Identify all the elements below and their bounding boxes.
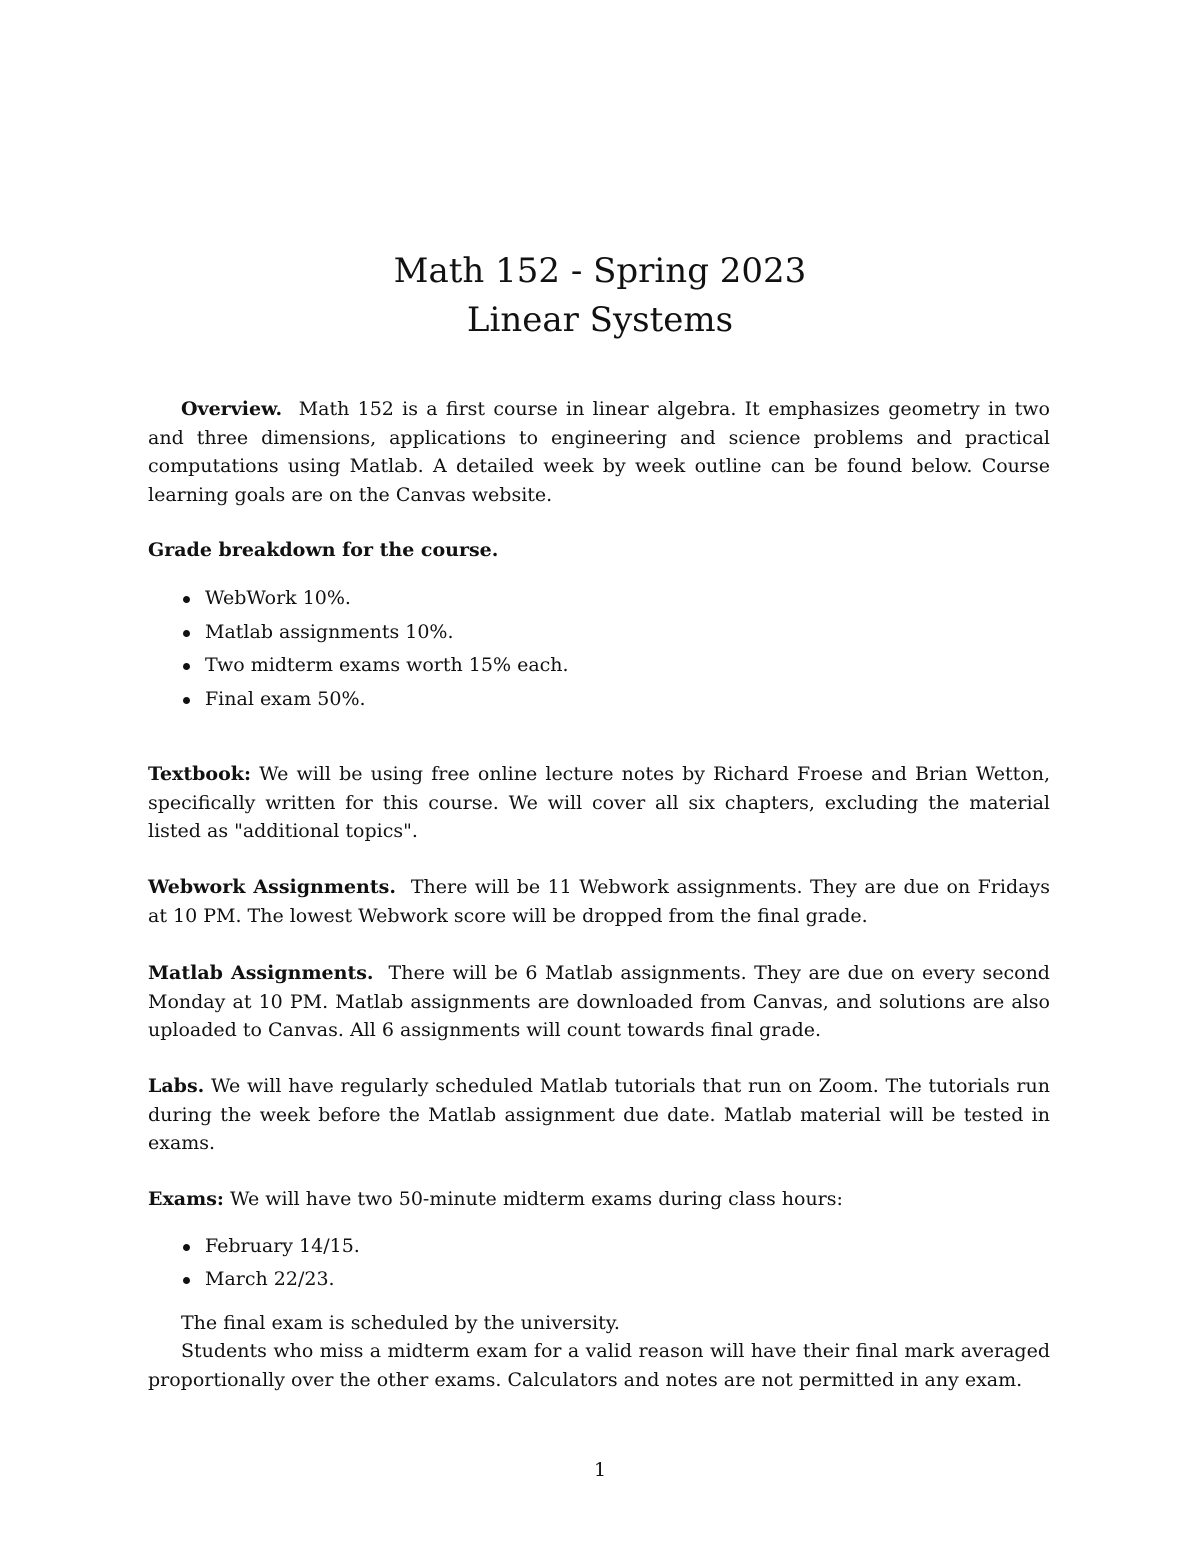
- grade-breakdown-section: [148, 536, 1050, 716]
- overview-paragraph: [148, 395, 1050, 509]
- matlab-label: Matlab Assignments.: [148, 962, 374, 984]
- labs-paragraph: [148, 1072, 1050, 1158]
- textbook-label: Textbook:: [148, 763, 251, 785]
- overview-text: Math 152 is a first course in linear algebra. It emphasizes geometry in two and three dimensions, applications to engineering and science problems and practical computations using Matlab. A detailed week by week outline can be found below. Course learning goals are on the Canvas website.: [148, 398, 1050, 506]
- matlab-section: [148, 959, 1050, 1045]
- webwork-text: There will be 11 Webwork assignments. They are due on Fridays at 10 PM. The lowest Webwork score will be dropped from the final grade.: [148, 876, 1050, 927]
- webwork-paragraph: [148, 873, 1050, 930]
- webwork-label: Webwork Assignments.: [148, 876, 396, 898]
- matlab-text: There will be 6 Matlab assignments. They are due on every second Monday at 10 PM. Matlab assignments are downloaded from Canvas, and solutions are also uploaded to Canvas. All 6 assignments will count towards final grade.: [148, 962, 1050, 1041]
- bullet-icon: [183, 596, 190, 603]
- textbook-section: [148, 760, 1050, 846]
- title-subject: Linear Systems: [466, 300, 734, 340]
- webwork-section: [148, 873, 1050, 930]
- document-title: [0, 247, 1200, 345]
- list-item: Final exam 50%.: [148, 683, 1050, 717]
- exams-section: [148, 1185, 1050, 1394]
- bullet-icon: [183, 663, 190, 670]
- grade-breakdown-heading: Grade breakdown for the course.: [148, 539, 499, 561]
- page-number: 1: [593, 1459, 607, 1481]
- labs-text: We will have regularly scheduled Matlab tutorials that run on Zoom. The tutorials run during the week before the Matlab assignment due date. Matlab material will be tested in exams.: [148, 1075, 1050, 1154]
- list-item: February 14/15.: [148, 1230, 1050, 1264]
- final-exam-note: The final exam is scheduled by the university.: [181, 1311, 620, 1334]
- textbook-text: We will be using free online lecture notes by Richard Froese and Brian Wetton, specifically written for this course. We will cover all six chapters, excluding the material listed as "additional topics".: [148, 763, 1051, 842]
- title-course: Math 152 - Spring 2023: [393, 251, 807, 291]
- list-item: WebWork 10%.: [148, 582, 1050, 616]
- exams-label: Exams:: [148, 1188, 224, 1210]
- overview-label: Overview.: [181, 398, 283, 420]
- bullet-icon: [183, 697, 190, 704]
- list-item: Two midterm exams worth 15% each.: [148, 649, 1050, 683]
- list-item: March 22/23.: [148, 1263, 1050, 1297]
- bullet-icon: [183, 1277, 190, 1284]
- textbook-paragraph: [148, 760, 1050, 846]
- overview-section: [148, 395, 1050, 509]
- matlab-paragraph: [148, 959, 1050, 1045]
- grade-breakdown-list: [148, 582, 1050, 716]
- labs-label: Labs.: [148, 1075, 205, 1097]
- bullet-icon: [183, 630, 190, 637]
- labs-section: [148, 1072, 1050, 1158]
- exam-dates-list: [148, 1230, 1050, 1297]
- bullet-icon: [183, 1244, 190, 1251]
- exams-text: We will have two 50-minute midterm exams during class hours:: [229, 1188, 843, 1210]
- exams-paragraph: [148, 1185, 1050, 1214]
- missed-exam-note: Students who miss a midterm exam for a valid reason will have their final mark averaged proportionally over the other exams. Calculators and notes are not permitted in any exam.: [148, 1340, 1050, 1391]
- list-item: Matlab assignments 10%.: [148, 616, 1050, 650]
